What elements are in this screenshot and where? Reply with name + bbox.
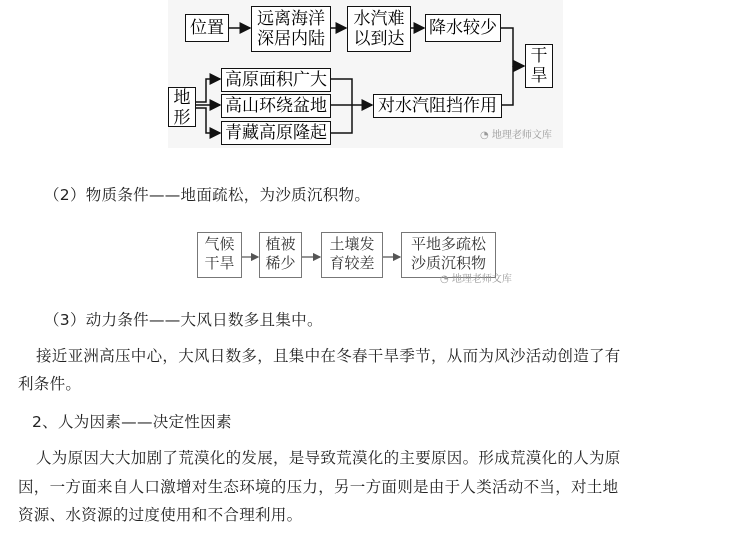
arrow-rain-to-dry bbox=[501, 28, 524, 66]
section3-heading: （3）动力条件——大风日数多且集中。 bbox=[44, 311, 323, 329]
box-blocking bbox=[373, 94, 502, 118]
box-rain-label: 降水较少 bbox=[429, 18, 497, 38]
box-vegetation bbox=[259, 232, 302, 278]
watermark-icon: ◔ bbox=[480, 130, 489, 141]
box-soil-line2: 育较差 bbox=[329, 254, 375, 272]
bracket-three-causes bbox=[331, 79, 352, 133]
box-climate-line2: 干旱 bbox=[204, 254, 235, 272]
section4-body-line3: 资源、水资源的过度使用和不合理利用。 bbox=[18, 506, 303, 524]
line-blocking-to-dry bbox=[502, 66, 513, 105]
box-climate-line1: 气候 bbox=[204, 235, 235, 253]
watermark-icon: ◔ bbox=[440, 274, 449, 285]
box-mountains-surround bbox=[221, 94, 331, 118]
section3-body-line2: 利条件。 bbox=[18, 375, 82, 393]
box-far-from-ocean bbox=[251, 6, 331, 52]
box-ground-line2: 沙质沉积物 bbox=[410, 254, 486, 272]
box-dry-line2: 旱 bbox=[530, 66, 548, 86]
arrow-terrain-to-tibet bbox=[196, 108, 220, 133]
section4-heading: 2、人为因素——决定性因素 bbox=[32, 413, 232, 431]
box-far-line1: 远离海洋 bbox=[257, 9, 325, 29]
box-less-rain bbox=[425, 14, 501, 42]
section2-text: （2）物质条件——地面疏松，为沙质沉积物。 bbox=[44, 186, 371, 204]
box-qinghai-tibet bbox=[221, 121, 331, 145]
box-soil-line1: 土壤发 bbox=[329, 235, 375, 253]
section4-body-line2: 因，一方面来自人口激增对生态环境的压力，另一方面则是由于人类活动不当，对土地 bbox=[18, 478, 619, 496]
box-mountains-label: 高山环绕盆地 bbox=[225, 96, 327, 116]
box-climate bbox=[197, 232, 242, 278]
box-terrain-line2: 形 bbox=[173, 108, 191, 128]
box-position-label: 位置 bbox=[190, 18, 224, 38]
box-vapor-line2: 以到达 bbox=[353, 29, 405, 49]
box-water-vapor bbox=[347, 6, 411, 52]
box-vapor-line1: 水汽难 bbox=[353, 9, 405, 29]
box-plateau-label: 高原面积广大 bbox=[225, 70, 327, 90]
box-soil bbox=[321, 232, 383, 278]
box-vegetation-line1: 植被 bbox=[265, 235, 296, 253]
box-dry bbox=[525, 44, 553, 88]
box-terrain bbox=[168, 87, 196, 127]
arrow-terrain-to-plateau bbox=[196, 79, 220, 102]
diagram1-watermark: ◔ 地理老师文库 bbox=[480, 130, 552, 141]
diagram2-watermark: ◔ 地理老师文库 bbox=[440, 274, 512, 285]
box-tibet-label: 青藏高原隆起 bbox=[225, 123, 327, 143]
box-blocking-label: 对水汽阻挡作用 bbox=[378, 96, 497, 116]
section3-body-line1: 接近亚洲高压中心，大风日数多，且集中在冬春干旱季节，从而为风沙活动创造了有 bbox=[36, 347, 621, 365]
box-far-line2: 深居内陆 bbox=[257, 29, 325, 49]
box-ground-line1: 平地多疏松 bbox=[410, 235, 486, 253]
box-position bbox=[185, 14, 229, 42]
box-terrain-line1: 地 bbox=[173, 88, 191, 108]
box-vegetation-line2: 稀少 bbox=[265, 254, 296, 272]
box-plateau-large bbox=[221, 68, 331, 92]
section4-body-line1: 人为原因大大加剧了荒漠化的发展，是导致荒漠化的主要原因。形成荒漠化的人为原 bbox=[36, 449, 621, 467]
box-dry-line1: 干 bbox=[530, 46, 548, 66]
